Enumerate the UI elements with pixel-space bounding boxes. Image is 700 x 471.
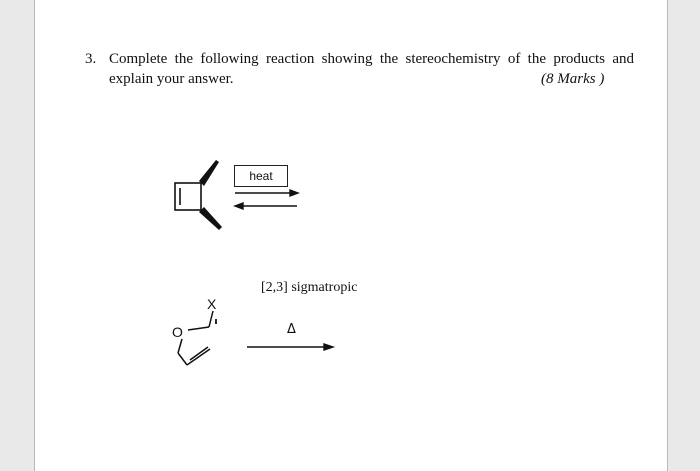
bond-c-o [188, 327, 209, 330]
bond-ch2-ch [178, 353, 187, 365]
heat-delta-symbol: Δ [287, 322, 296, 337]
bond-o-ch2 [178, 339, 182, 353]
heat-condition-label: heat [234, 165, 288, 187]
sigmatropic-label: [2,3] sigmatropic [261, 280, 358, 295]
document-page [34, 0, 668, 471]
allyl-ether-structure [178, 311, 216, 365]
question-marks: (8 Marks ) [541, 71, 605, 87]
oxygen-atom-label: O [172, 324, 183, 340]
substituent-x-label: X [207, 296, 217, 312]
forward-arrow-head-2 [324, 344, 333, 350]
reaction-2-arrow [247, 344, 333, 350]
question-text-line-2: explain your answer. [109, 71, 234, 87]
bond-x-c [209, 311, 213, 327]
reaction-2-drawing [35, 0, 667, 471]
bond-ch-ch2-double-a [187, 349, 210, 365]
bond-ch-ch2-double-b [190, 347, 208, 360]
question-number: 3. [85, 51, 97, 67]
question-text-line-1: Complete the following reaction showing the stereochemistry of the products and [109, 51, 634, 67]
